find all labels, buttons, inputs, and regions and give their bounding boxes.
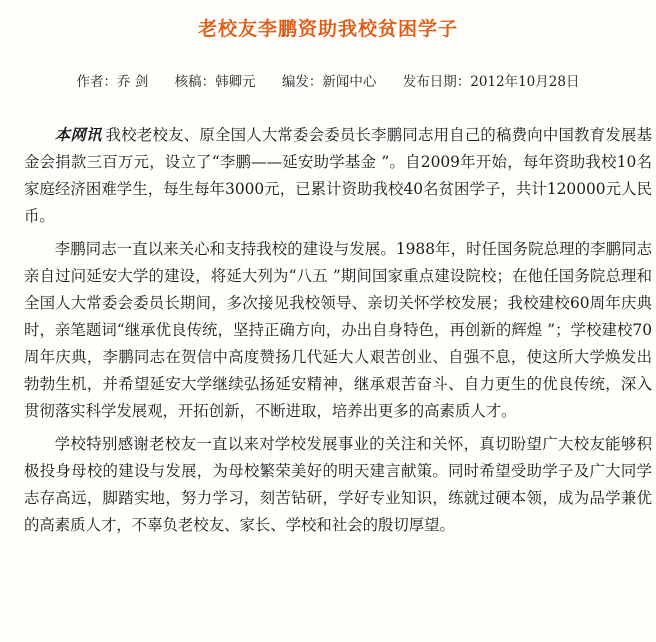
paragraph-3: 学校特别感谢老校友一直以来对学校发展事业的关注和关怀，真切盼望广大校友能够积极投身母校的建设与发展，为母校繁荣美好的明天建言献策。同时希望受助学子及广大同学志存高远，脚踏实地，努力学习，刻苦钻研，学好专业知识，练就过硬本领，成为品学兼优的高素质人才，不辜负老校友、家长、学校和社会的殷切厚望。 xyxy=(24,435,652,534)
news-lead-label: 本网讯 xyxy=(54,126,102,144)
editor-label: 编发：新闻中心 xyxy=(281,74,377,90)
publish-date: 发布日期：2012年10月28日 xyxy=(402,74,580,90)
paragraph-1-text: 我校老校友、原全国人大常委会委员长李鹏同志用自己的稿费向中国教育发展基金会捐款三百万元，设立了“李鹏——延安助学基金 ”。自2009年开始，每年资助我校10名家庭经济困难学生，每生每年3000元，已累计资助我校40名贫困学子，共计120000元人民币。 xyxy=(24,126,652,225)
reviewer-label: 核稿：韩卿元 xyxy=(174,74,256,90)
article-title: 老校友李鹏资助我校贫困学子 xyxy=(197,18,458,40)
author-label: 作者：乔 剑 xyxy=(76,74,149,90)
article-body xyxy=(24,122,652,545)
article-meta xyxy=(0,70,656,90)
paragraph-1 xyxy=(24,122,652,230)
paragraph-2: 李鹏同志一直以来关心和支持我校的建设与发展。1988年，时任国务院总理的李鹏同志亲自过问延安大学的建设，将延大列为“八五 ”期间国家重点建设院校；在他任国务院总理和全国人大常委会委员长期间，多次接见我校领导、亲切关怀学校发展；我校建校60周年庆典时，亲笔题词“继承优良传统，坚持正确方向，办出自身特色，再创新的辉煌 ”；学校建校70周年庆典，李鹏同志在贺信中高度赞扬几代延大人艰苦创业、自强不息，使这所大学焕发出勃勃生机，并希望延安大学继续弘扬延安精神，继承艰苦奋斗、自力更生的优良传统，深入贯彻落实科学发展观，开拓创新，不断进取，培养出更多的高素质人才。 xyxy=(24,240,652,420)
